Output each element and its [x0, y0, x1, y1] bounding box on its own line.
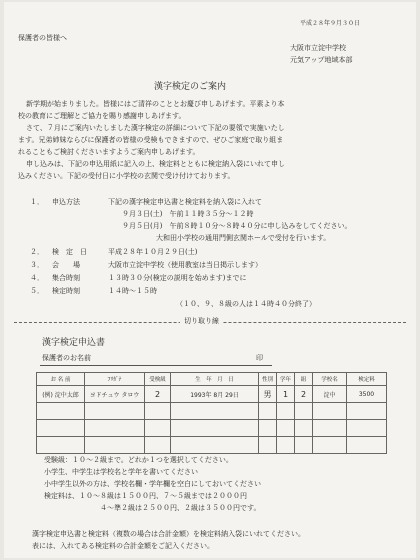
item-value: １３時３０分(検定の説明を始めます)までに	[108, 274, 247, 282]
form-title: 漢字検定申込書	[42, 338, 106, 348]
item-number: ５．	[30, 287, 44, 295]
table-cell: 2	[295, 386, 313, 403]
blank-row[interactable]	[37, 403, 387, 420]
item-number: ３．	[30, 261, 44, 269]
table-cell: 2	[145, 386, 171, 403]
item-value: ９月３日(土) 午前１１時３５分～１２時	[122, 210, 254, 218]
item-value: 下記の漢字検定申込書と検定料を納入袋に入れて	[108, 198, 262, 206]
item-label: 検定時刻	[52, 287, 80, 295]
column-header: 組	[295, 373, 313, 386]
seal-mark: 印	[256, 354, 263, 362]
item-label: 検 定 日	[52, 248, 87, 256]
table-cell: 1993年 8月 29日	[171, 386, 259, 403]
item-number: ４．	[30, 274, 44, 282]
page-title: 漢字検定のご案内	[154, 82, 227, 92]
guardian-name-label: 保護者のお名前	[42, 354, 91, 362]
item-value: １４時～１５時	[108, 287, 157, 295]
table-cell: (例) 淀中太郎	[37, 386, 85, 403]
column-header: 生 年 月 日	[171, 373, 259, 386]
note-line: 小中学生以外の方は、学校名欄・学年欄を空白にしておいてください	[44, 480, 261, 488]
body-line: れることもご検討くださいますようご案内申しあげます。	[18, 148, 200, 156]
column-header: 検定料	[347, 373, 387, 386]
note-line: 小学生、中学生は学校名と学年を書いてください	[44, 468, 198, 476]
table-cell: 1	[277, 386, 295, 403]
note-line: 受験級：１０～２級まで。どれか１つを選択してください。	[44, 456, 233, 464]
guardian-name-line	[40, 365, 272, 366]
sender-org: 元気アップ地域本部	[290, 56, 353, 64]
item-label: 会 場	[52, 261, 80, 269]
cut-line-label: 切り取り線	[180, 317, 223, 326]
table-header	[37, 373, 387, 386]
table-cell: ヨドチュウ タロウ	[85, 386, 145, 403]
letter-page	[4, 2, 416, 558]
letter-date: 平成２８年９月３０日	[300, 20, 361, 27]
item-value: 平成２８年１０月２９日(土)	[108, 248, 198, 256]
column-header: お 名 前	[37, 373, 85, 386]
item-label: 申込方法	[52, 198, 80, 206]
application-table	[36, 372, 387, 454]
item-value: （１０、９、８級の人は１４時４０分終了）	[176, 300, 316, 308]
column-header: ﾌﾘｶﾞﾅ	[85, 373, 145, 386]
body-line: 校の教育にご理解とご協力を賜り感謝申しあげます。	[18, 112, 186, 120]
column-header: 受検級	[145, 373, 171, 386]
note-line: 検定料は、１０～８級は１５００円、７～５級までは２０００円	[44, 492, 247, 500]
body-line: さて、７月にご案内いたしました漢字検定の詳細について下記の要領で実施いたし	[26, 124, 285, 132]
item-value: ９月５日(月) 午前８時１０分～８時４０分に申し込みをしてください。	[122, 222, 352, 230]
body-line: ます。兄弟姉妹ならびに保護者の皆様の受検もできますので、ぜひご家庭で取り組ま	[18, 136, 284, 144]
body-line: 新学期が始まりました。皆様にはご清祥のこととお慶び申しあげます。平素より本	[26, 100, 285, 108]
column-header: 学校名	[313, 373, 347, 386]
column-header: 性別	[259, 373, 277, 386]
item-number: １．	[30, 198, 44, 206]
blank-row[interactable]	[37, 437, 387, 454]
item-label: 集合時刻	[52, 274, 80, 282]
column-header: 学年	[277, 373, 295, 386]
table-cell: 男	[259, 386, 277, 403]
item-value: 大阪市立淀中学校（使用教室は当日掲示します）	[108, 261, 262, 269]
footer-line: 漢字検定申込書と検定料（複数の場合は合計金額）を検定料納入袋にいれてください。	[32, 530, 305, 538]
example-row	[37, 386, 387, 403]
sender-school: 大阪市立淀中学校	[290, 44, 346, 52]
footer-line: 表には、入れてある検定料の合計金額をご記入ください。	[32, 542, 214, 550]
blank-row[interactable]	[37, 420, 387, 437]
body-line: 申し込みは、下記の申込用紙に記入の上、検定料とともに検定納入袋にいれて申し	[26, 160, 285, 168]
table-cell: 3500	[347, 386, 387, 403]
table-cell: 淀中	[313, 386, 347, 403]
item-number: ２．	[30, 248, 44, 256]
body-line: 込みください。下記の受付日に小学校の玄関で受け付けております。	[18, 172, 235, 180]
recipient: 保護者の皆様へ	[18, 34, 67, 42]
note-line: ４～準２級は２５００円、２級は３５００円です。	[100, 504, 261, 512]
item-value: 大和田小学校の通用門側玄関ホールで受付を行います。	[156, 234, 331, 242]
